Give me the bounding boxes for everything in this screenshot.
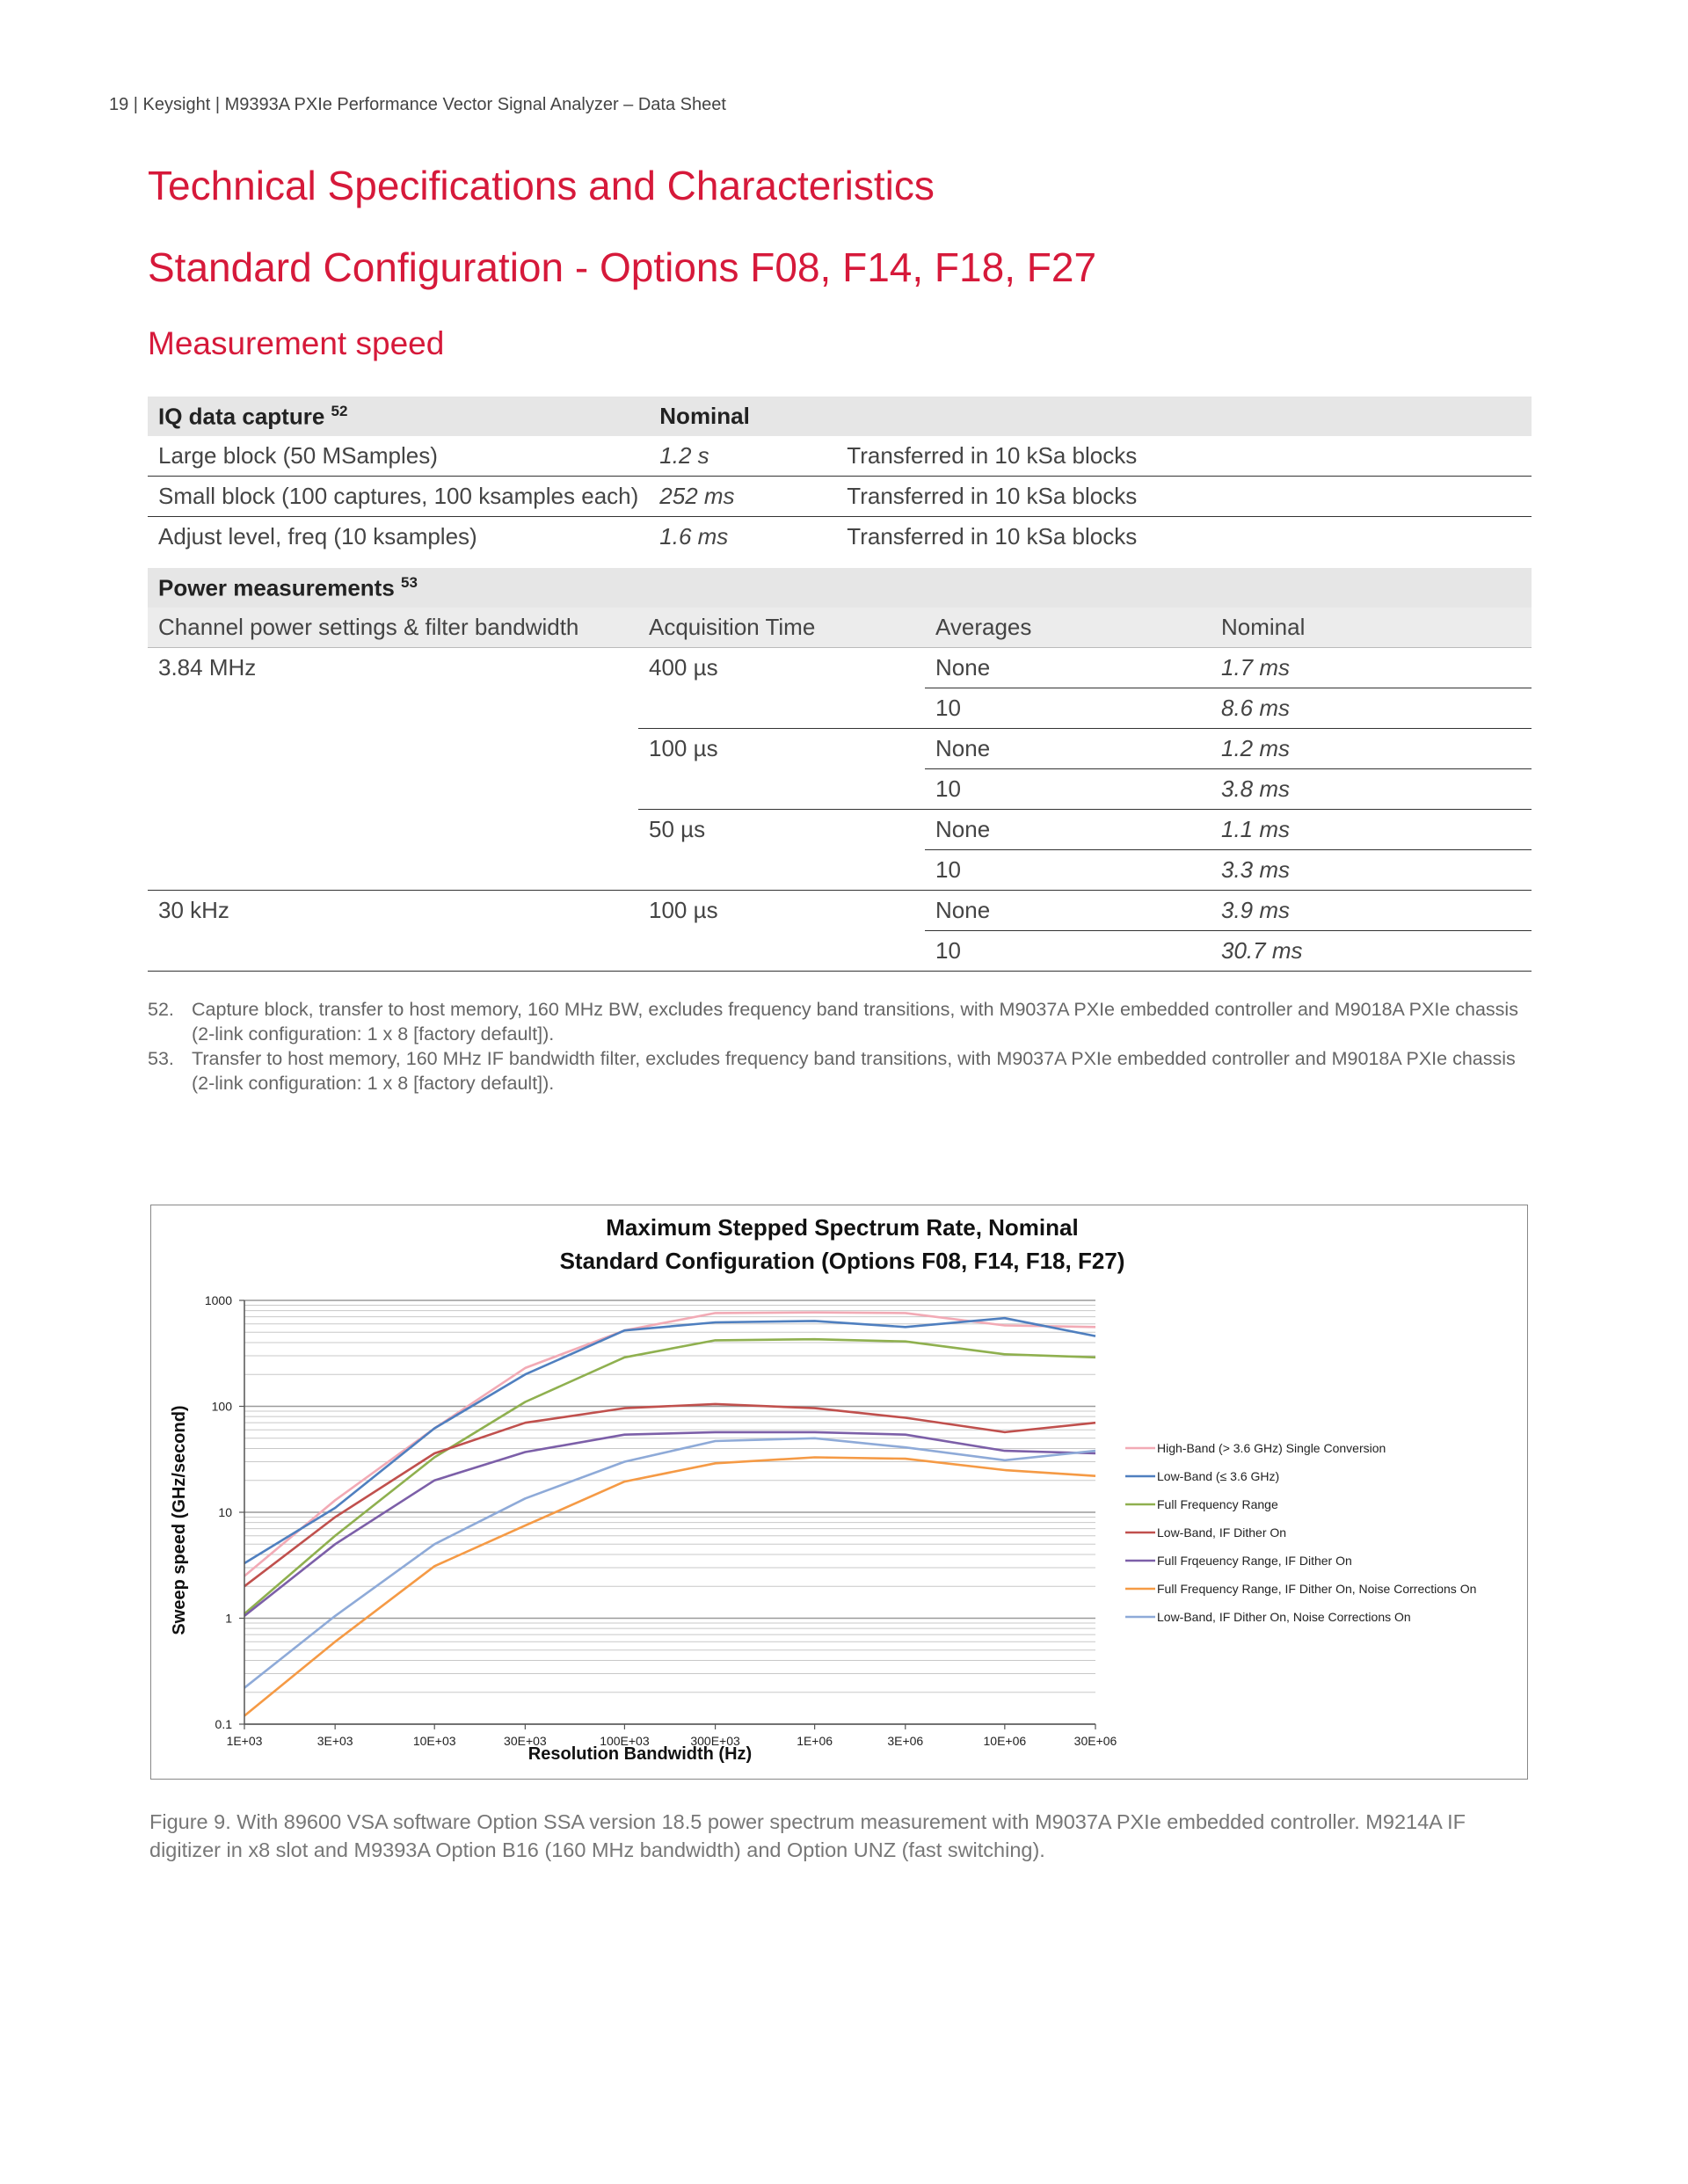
section-heading: Measurement speed <box>148 325 445 361</box>
chart-subtitle: Standard Configuration (Options F08, F14, F18, F27) <box>559 1248 1125 1274</box>
iq-header-nominal: Nominal <box>649 397 836 436</box>
grid <box>244 1300 1095 1724</box>
setting-cell <box>148 688 638 729</box>
series-line <box>244 1318 1095 1563</box>
setting-cell <box>148 931 638 972</box>
acq-cell <box>638 931 925 972</box>
table-row <box>148 810 1532 850</box>
setting-cell <box>148 850 638 891</box>
table-row <box>148 648 1532 688</box>
acq-cell: 50 µs <box>649 816 706 843</box>
nominal-cell: 1.7 ms <box>1211 648 1532 688</box>
column-header: Acquisition Time <box>638 608 925 648</box>
figure-caption: Figure 9. With 89600 VSA software Option SSA version 18.5 power spectrum measurement with M9037A PXIe embedded controller. M9214A IF digitizer in x8 slot and M9393A Option B16 (160 MHz bandwidth) and Option UNZ (fast switching). <box>149 1810 1466 1861</box>
x-tick-label: 30E+06 <box>1073 1734 1117 1748</box>
column-header-row <box>148 608 1532 648</box>
x-tick-label: 10E+06 <box>983 1734 1027 1748</box>
acq-cell <box>638 769 925 810</box>
axes <box>205 1293 1117 1748</box>
table-header-row <box>148 568 1532 608</box>
x-tick-label: 1E+06 <box>797 1734 833 1748</box>
setting-cell: 3.84 MHz <box>158 654 257 681</box>
series-line <box>244 1404 1095 1586</box>
setting-cell <box>148 810 638 850</box>
x-tick-label: 3E+06 <box>887 1734 924 1748</box>
table-row <box>148 477 1532 517</box>
avg-cell: None <box>925 648 1211 688</box>
footnote-number: 53. <box>148 1048 174 1069</box>
row-nominal: 1.2 s <box>649 436 836 477</box>
iq-capture-table <box>148 397 1532 557</box>
avg-cell: 10 <box>925 688 1211 729</box>
acq-cell <box>638 688 925 729</box>
y-tick-label: 0.1 <box>215 1717 232 1731</box>
power-header-label: Power measurements $^{53}$ <box>148 568 1532 608</box>
table-row <box>148 891 1532 931</box>
column-header: Channel power settings & filter bandwidth <box>148 608 638 648</box>
row-label: Small block (100 captures, 100 ksamples each) <box>148 477 649 517</box>
setting-cell: 30 kHz <box>158 897 229 924</box>
x-tick-label: 10E+03 <box>412 1734 456 1748</box>
nominal-cell: 1.1 ms <box>1211 810 1532 850</box>
nominal-cell: 3.3 ms <box>1211 850 1532 891</box>
footnotes <box>148 997 1528 1096</box>
row-note: Transferred in 10 kSa blocks <box>836 477 1532 517</box>
legend-label: High-Band (> 3.6 GHz) Single Conversion <box>1157 1441 1386 1455</box>
column-header: Averages <box>925 608 1211 648</box>
row-nominal: 1.6 ms <box>659 523 729 550</box>
nominal-cell: 3.8 ms <box>1211 769 1532 810</box>
table-row <box>148 850 1532 891</box>
row-label: Large block (50 MSamples) <box>148 436 649 477</box>
legend <box>1125 1441 1476 1624</box>
table-row <box>148 688 1532 729</box>
series-lines <box>244 1313 1095 1716</box>
y-tick-label: 1000 <box>204 1293 232 1307</box>
table-row <box>148 769 1532 810</box>
chart-svg <box>151 1205 1527 1779</box>
nominal-cell: 8.6 ms <box>1211 688 1532 729</box>
page-title: Technical Specifications and Characteristics <box>148 163 935 208</box>
x-axis-label: Resolution Bandwidth (Hz) <box>528 1744 753 1764</box>
footnote-text: Capture block, transfer to host memory, 160 MHz BW, excludes frequency band transitions, with M9037A PXIe embedded controller and M9018A PXIe chassis (2-link configuration: 1 x 8 [factory default]). <box>192 999 1518 1045</box>
x-tick-label: 100E+03 <box>600 1734 650 1748</box>
avg-cell: None <box>925 891 1211 931</box>
series-line <box>244 1339 1095 1613</box>
table-row <box>148 436 1532 477</box>
table-header-row <box>148 397 1532 436</box>
chart-title: Maximum Stepped Spectrum Rate, Nominal <box>606 1214 1079 1241</box>
x-tick-label: 1E+03 <box>226 1734 263 1748</box>
y-tick-label: 100 <box>211 1399 232 1414</box>
row-nominal: 252 ms <box>649 477 836 517</box>
legend-label: Full Frequency Range <box>1157 1497 1278 1511</box>
footnote-ref: 53 <box>401 573 418 591</box>
setting-cell <box>148 729 638 769</box>
row-label: Adjust level, freq (10 ksamples) <box>158 523 477 550</box>
y-axis-label: Sweep speed (GHz/second) <box>170 1405 189 1635</box>
configuration-title: Standard Configuration - Options F08, F14, F18, F27 <box>148 244 1097 290</box>
acq-cell: 100 µs <box>649 897 718 924</box>
footnote <box>148 1046 1528 1096</box>
y-tick-label: 1 <box>225 1611 232 1626</box>
power-measurements-table <box>148 568 1532 972</box>
setting-cell <box>148 769 638 810</box>
footnote <box>148 997 1528 1046</box>
row-note: Transferred in 10 kSa blocks <box>847 523 1138 550</box>
avg-cell: 10 <box>925 931 1211 972</box>
legend-label: Full Frqeuency Range, IF Dither On <box>1157 1554 1352 1568</box>
iq-header-label: IQ data capture $^{52}$ <box>148 397 649 436</box>
avg-cell: None <box>925 810 1211 850</box>
table-row <box>148 517 1532 557</box>
legend-label: Full Frequency Range, IF Dither On, Noise Corrections On <box>1157 1582 1477 1596</box>
acq-cell <box>638 850 925 891</box>
x-tick-label: 30E+03 <box>504 1734 547 1748</box>
table-row <box>148 931 1532 972</box>
legend-label: Low-Band (≤ 3.6 GHz) <box>1157 1469 1280 1483</box>
spectrum-rate-chart <box>150 1205 1528 1780</box>
avg-cell: 10 <box>925 850 1211 891</box>
footnote-text: Transfer to host memory, 160 MHz IF bandwidth filter, excludes frequency band transitions, with M9037A PXIe embedded controller and M9018A PXIe chassis (2-link configuration: 1 x 8 [factory default]). <box>192 1048 1516 1094</box>
legend-label: Low-Band, IF Dither On <box>1157 1525 1287 1540</box>
page-header: 19 | Keysight | M9393A PXIe Performance Vector Signal Analyzer – Data Sheet <box>109 95 726 114</box>
acq-cell: 400 µs <box>649 654 718 681</box>
legend-label: Low-Band, IF Dither On, Noise Corrections On <box>1157 1610 1411 1624</box>
avg-cell: None <box>925 729 1211 769</box>
nominal-cell: 1.2 ms <box>1211 729 1532 769</box>
row-note: Transferred in 10 kSa blocks <box>836 436 1532 477</box>
footnote-ref: 52 <box>331 402 348 419</box>
acq-cell: 100 µs <box>649 735 718 762</box>
x-tick-label: 300E+03 <box>690 1734 740 1748</box>
footnote-number: 52. <box>148 999 174 1020</box>
x-tick-label: 3E+03 <box>316 1734 353 1748</box>
nominal-cell: 30.7 ms <box>1211 931 1532 972</box>
y-tick-label: 10 <box>218 1505 232 1519</box>
column-header: Nominal <box>1211 608 1532 648</box>
table-row <box>148 729 1532 769</box>
nominal-cell: 3.9 ms <box>1211 891 1532 931</box>
avg-cell: 10 <box>925 769 1211 810</box>
